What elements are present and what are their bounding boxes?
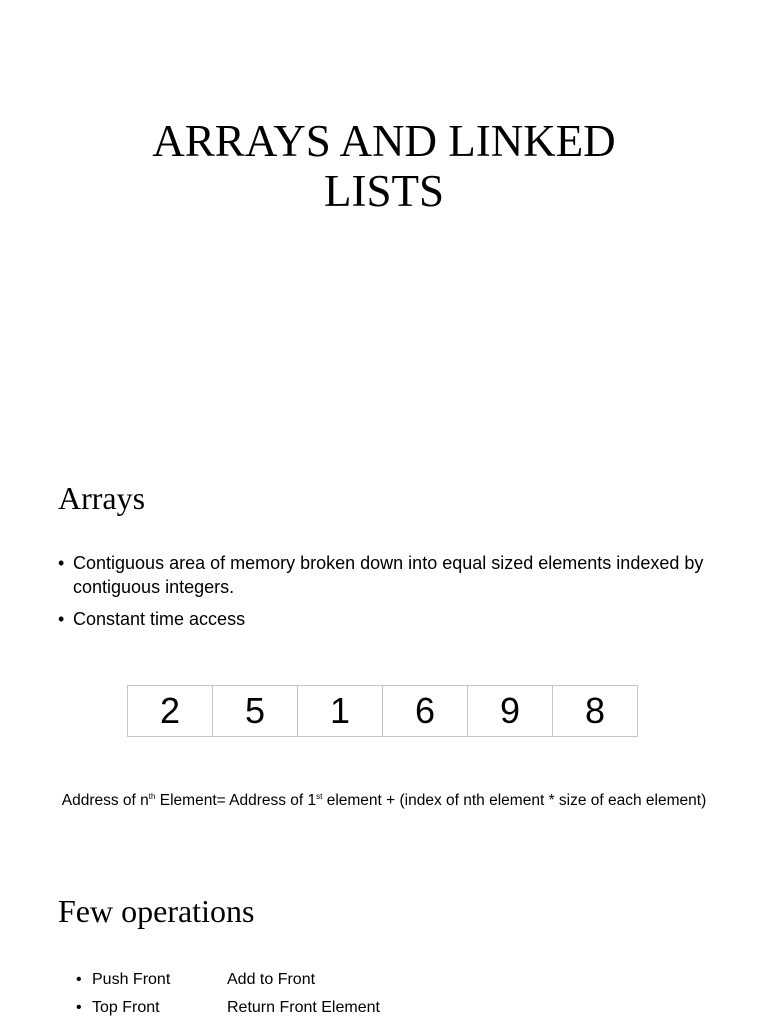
array-cell: 5 xyxy=(213,686,298,737)
bullet-dot-icon: • xyxy=(58,609,65,629)
list-item xyxy=(76,994,380,1022)
bullet-text: Constant time access xyxy=(73,609,246,629)
formula-superscript-th: th xyxy=(148,792,156,801)
list-item xyxy=(58,607,738,631)
slide-title-line-2: LISTS xyxy=(323,166,444,216)
list-item xyxy=(76,966,380,994)
array-cell: 6 xyxy=(383,686,468,737)
slide-title xyxy=(0,116,768,216)
array-row xyxy=(128,686,638,737)
arrays-bullet-list-2 xyxy=(58,607,738,631)
bullet-dot-icon: • xyxy=(58,553,65,573)
formula-text-2: Element= Address of 1 xyxy=(155,792,317,809)
bullet-dot-icon: • xyxy=(76,971,82,988)
operation-name: Top Front xyxy=(92,999,160,1016)
operation-name: Push Front xyxy=(92,971,171,988)
formula-text-1: Address of n xyxy=(61,792,149,809)
address-formula xyxy=(0,790,768,812)
arrays-heading: Arrays xyxy=(58,480,146,516)
slide-title-line-1: ARRAYS AND LINKED xyxy=(152,116,616,166)
formula-text-3: element + (index of nth element * size of each element) xyxy=(322,792,707,809)
bullet-dot-icon: • xyxy=(76,999,82,1016)
array-cell: 2 xyxy=(128,686,213,737)
array-cell: 9 xyxy=(468,686,553,737)
operations-heading: Few operations xyxy=(58,893,255,929)
operations-list xyxy=(76,966,380,1022)
formula-superscript-st: st xyxy=(316,792,323,801)
operation-description: Return Front Element xyxy=(227,999,380,1016)
array-cell: 8 xyxy=(553,686,638,737)
bullet-text: Contiguous area of memory broken down into equal sized elements indexed by contiguous integers. xyxy=(73,553,704,597)
array-cell: 1 xyxy=(298,686,383,737)
array-diagram xyxy=(127,685,638,737)
operation-description: Add to Front xyxy=(227,971,316,988)
arrays-bullet-list-1 xyxy=(58,551,738,599)
list-item xyxy=(58,551,738,599)
